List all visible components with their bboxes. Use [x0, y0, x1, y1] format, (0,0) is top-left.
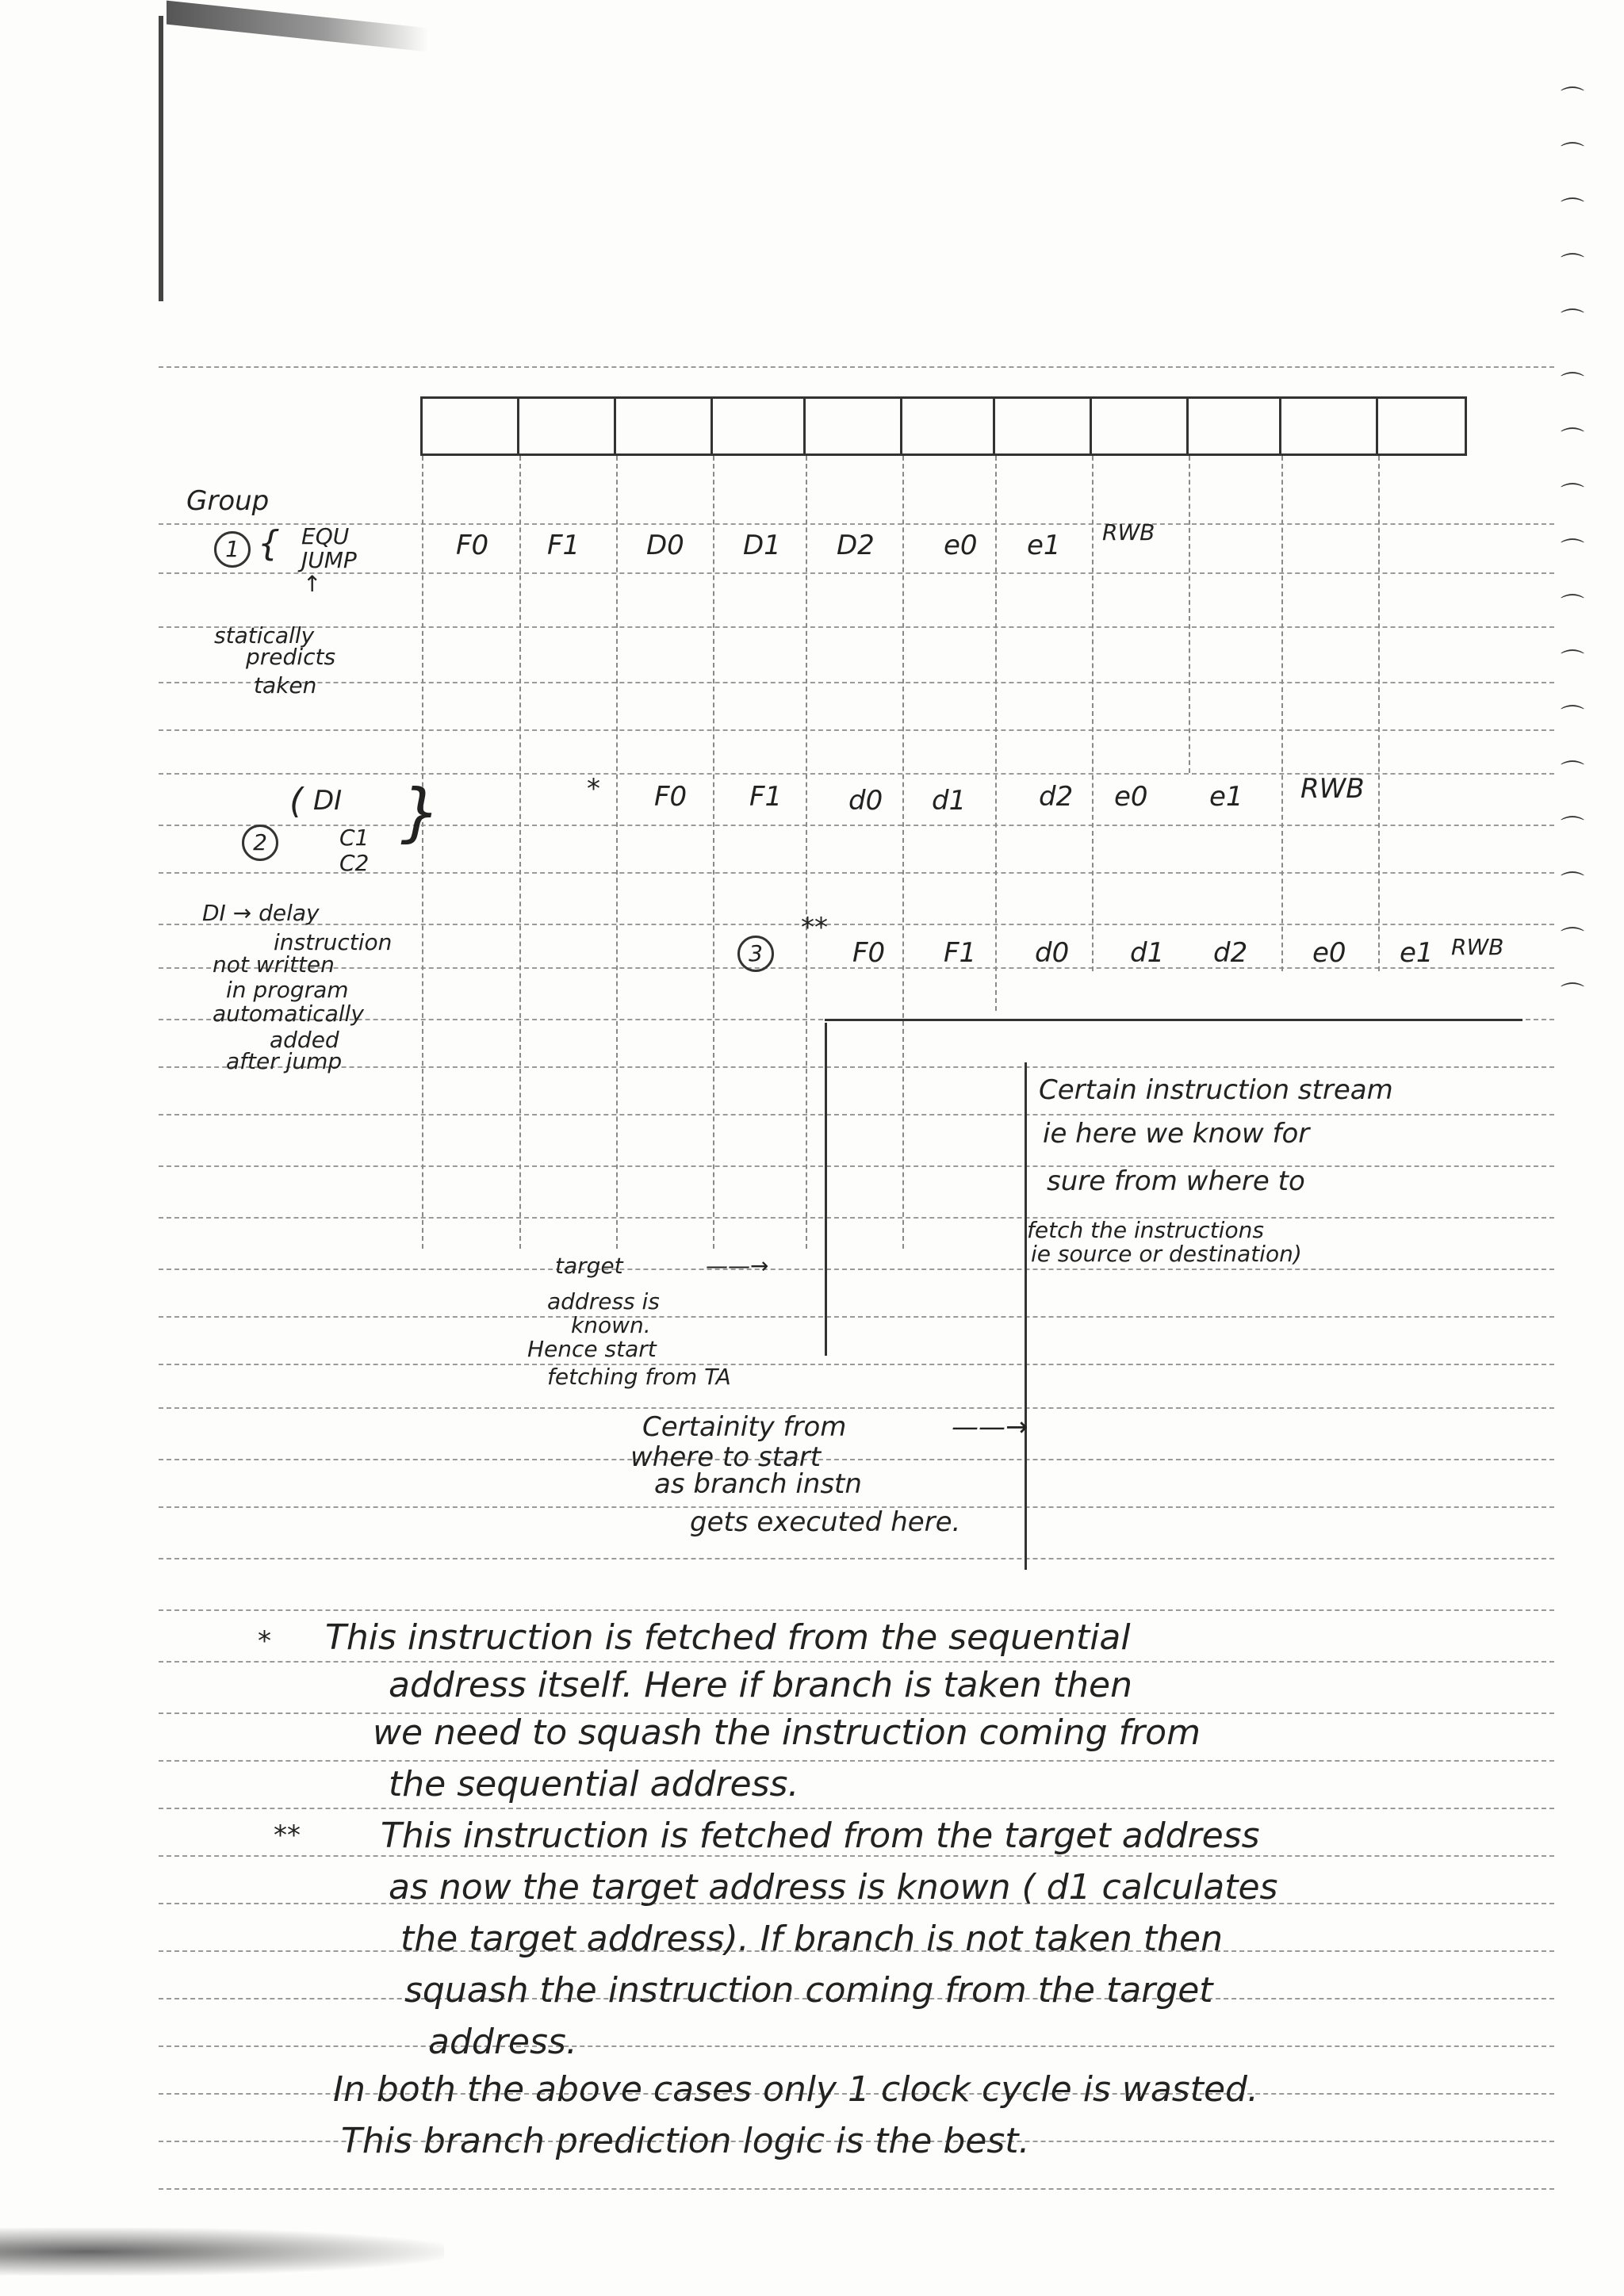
- note-star-2-line-2: as now the target address is known ( d1 calculates: [389, 1867, 1278, 1908]
- stage3-d0: d0: [1035, 937, 1070, 969]
- scan-smudge-top: [167, 1, 428, 52]
- note-added: added: [270, 1027, 339, 1053]
- note-star-2-line-1: This instruction is fetched from the target address: [381, 1816, 1260, 1856]
- stage2-F0: F0: [654, 781, 688, 813]
- group-3-number: 3: [737, 936, 774, 972]
- brace-group-2-open: (: [289, 781, 304, 821]
- certainty-line-1: Certainity from: [642, 1411, 847, 1443]
- stage3-RWB: RWB: [1451, 934, 1504, 960]
- stage3-d1: d1: [1130, 937, 1165, 969]
- target-line-5: fetching from TA: [547, 1364, 731, 1390]
- certainty-line-3: as branch instn: [654, 1468, 862, 1500]
- stage3-d2: d2: [1213, 937, 1248, 969]
- instr-equ: EQU: [301, 523, 350, 549]
- stream-line-1: Certain instruction stream: [1039, 1074, 1393, 1106]
- note-star-1-line-1: This instruction is fetched from the sequential: [325, 1617, 1131, 1658]
- brace-group-1: {: [258, 523, 280, 564]
- note-star-2-line-3: the target address). If branch is not taken then: [400, 1919, 1224, 1959]
- note-star-1-line-4: the sequential address.: [389, 1764, 799, 1804]
- stage3-e1: e1: [1400, 937, 1434, 969]
- stream-line-3: sure from where to: [1047, 1165, 1305, 1197]
- stage-D2: D2: [837, 530, 875, 561]
- note-not-written: not written: [213, 951, 335, 978]
- target-arrow-icon: ——→: [706, 1253, 769, 1279]
- stage-e0: e0: [944, 530, 978, 561]
- note-automatically: automatically: [213, 1001, 364, 1027]
- target-line-2: address is: [547, 1288, 660, 1314]
- stage-F0: F0: [456, 530, 489, 561]
- note-di-delay: DI → delay: [202, 900, 320, 926]
- note-star-2-line-4: squash the instruction coming from the target: [404, 1970, 1213, 2011]
- stage2-F1: F1: [749, 781, 783, 813]
- note-taken: taken: [254, 672, 317, 698]
- stage-RWB: RWB: [1102, 519, 1155, 545]
- note-star-1-line-2: address itself. Here if branch is taken then: [389, 1665, 1133, 1705]
- instr-jump: JUMP: [301, 547, 357, 573]
- instr-DI: DI: [313, 785, 343, 817]
- stage3-F1: F1: [944, 937, 977, 969]
- certainty-arrow-icon: ——→: [952, 1411, 1028, 1443]
- stage2-d0: d0: [848, 785, 883, 817]
- margin-ticks: ⌒ ⌒ ⌒ ⌒ ⌒ ⌒ ⌒ ⌒ ⌒ ⌒ ⌒ ⌒ ⌒ ⌒ ⌒ ⌒ ⌒: [1561, 86, 1584, 1009]
- star-mark-1: *: [587, 773, 600, 805]
- scan-smudge-bottom: [0, 2228, 444, 2275]
- instr-C1: C1: [339, 825, 370, 851]
- target-line-4: Hence start: [527, 1336, 657, 1362]
- stage3-e0: e0: [1312, 937, 1346, 969]
- group-1-number: 1: [214, 531, 251, 568]
- note-both-line-2: This branch prediction logic is the best.: [341, 2121, 1030, 2161]
- target-line-1: target: [555, 1253, 623, 1279]
- stage-e1: e1: [1027, 530, 1061, 561]
- note-instruction: instruction: [274, 929, 393, 955]
- note-statically: statically: [214, 622, 315, 649]
- stage-D0: D0: [646, 530, 684, 561]
- stage2-d2: d2: [1039, 781, 1074, 813]
- note-star-2-line-5: address.: [428, 2022, 577, 2062]
- stage2-e1: e1: [1209, 781, 1243, 813]
- note-in-program: in program: [226, 977, 349, 1003]
- stage-D1: D1: [743, 530, 781, 561]
- note-predicts: predicts: [246, 644, 336, 670]
- target-line-3: known.: [571, 1312, 651, 1338]
- stream-line-5: ie source or destination): [1031, 1241, 1302, 1267]
- instr-C2: C2: [339, 850, 370, 876]
- stage3-F0: F0: [852, 937, 886, 969]
- note-star-1-mark: *: [258, 1625, 271, 1657]
- group-label: Group: [186, 485, 270, 517]
- stream-line-4: fetch the instructions: [1027, 1217, 1264, 1243]
- note-after-jump: after jump: [226, 1048, 343, 1074]
- stage-F1: F1: [547, 530, 580, 561]
- up-arrow-icon: ↑: [303, 571, 322, 597]
- brace-group-2-close: }: [400, 775, 441, 849]
- note-star-2-mark: **: [274, 1820, 301, 1851]
- certainty-line-4: gets executed here.: [690, 1506, 961, 1538]
- margin-stroke: [159, 16, 163, 301]
- note-both-line-1: In both the above cases only 1 clock cycle is wasted.: [333, 2069, 1258, 2110]
- certainty-line-2: where to start: [630, 1441, 822, 1473]
- stream-line-2: ie here we know for: [1043, 1118, 1310, 1150]
- stage2-e0: e0: [1114, 781, 1148, 813]
- group-2-number: 2: [242, 825, 278, 861]
- stage2-d1: d1: [932, 785, 967, 817]
- note-star-1-line-3: we need to squash the instruction coming from: [373, 1712, 1201, 1753]
- stage2-RWB: RWB: [1300, 773, 1365, 805]
- star-mark-2: **: [801, 912, 828, 943]
